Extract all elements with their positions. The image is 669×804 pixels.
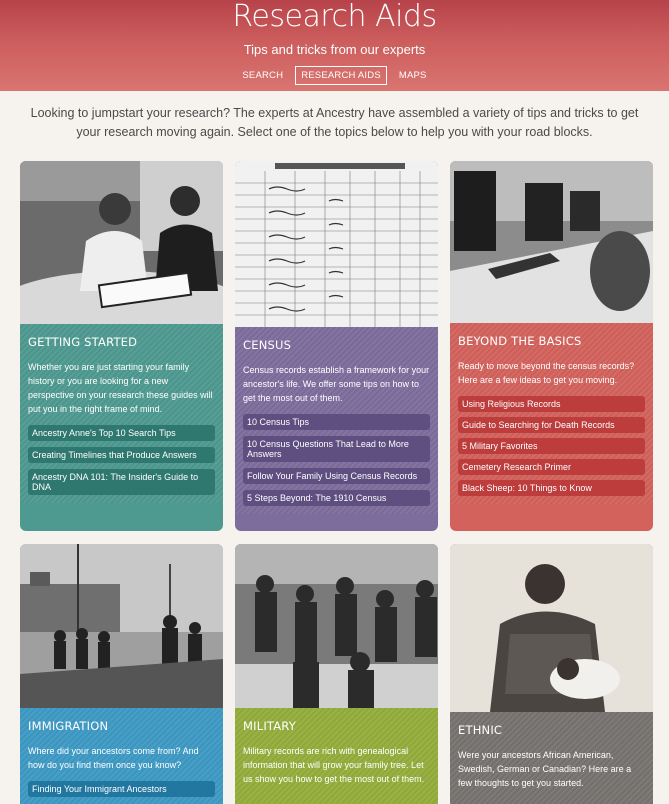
card-description: Military records are rich with genealogical information that will grow your family tree. Let us show you how to get the most out of them. — [243, 746, 425, 784]
card-beyond-the-basics — [450, 161, 653, 531]
nav-research-aids[interactable]: RESEARCH AIDS — [295, 66, 387, 85]
card-title: ETHNIC — [458, 723, 503, 737]
soldiers-marching-photo[interactable] — [235, 544, 438, 708]
section-nav — [0, 66, 669, 85]
link-1910-census[interactable]: 5 Steps Beyond: The 1910 Census — [243, 490, 430, 506]
census-record-document-photo[interactable] — [235, 161, 438, 327]
link-top-10-search-tips[interactable]: Ancestry Anne's Top 10 Search Tips — [28, 425, 215, 441]
link-death-records[interactable]: Guide to Searching for Death Records — [458, 417, 645, 433]
card-description: Where did your ancestors come from? And how do you find them once you know? — [28, 746, 199, 770]
card-military — [235, 544, 438, 804]
link-dna-101[interactable]: Ancestry DNA 101: The Insider's Guide to DNA — [28, 469, 215, 495]
card-body — [450, 323, 653, 504]
hero-header — [0, 0, 669, 91]
nav-maps[interactable]: MAPS — [398, 70, 427, 81]
card-description: Were your ancestors African American, Swedish, German or Canadian? Here are a few thoughts to get you started. — [458, 750, 632, 788]
intro-text: Looking to jumpstart your research? The experts at Ancestry have assembled a variety of tips and tricks to get your research moving again. Select one of the topics below to help you with your road blocks. — [30, 106, 639, 139]
computer-workstations-photo[interactable] — [450, 161, 653, 323]
link-finding-immigrant-ancestors[interactable]: Finding Your Immigrant Ancestors — [28, 781, 215, 797]
page-title: Research Aids — [232, 0, 437, 34]
card-title: MILITARY — [243, 719, 296, 733]
card-description: Whether you are just starting your family history or you are looking for a new perspective on your research these guides will put you in the right frame of mind. — [28, 362, 213, 414]
immigrants-on-dock-photo[interactable] — [20, 544, 223, 708]
link-10-census-tips[interactable]: 10 Census Tips — [243, 414, 430, 430]
card-link-list — [458, 396, 645, 496]
card-title: GETTING STARTED — [28, 335, 138, 349]
card-title: CENSUS — [243, 338, 292, 352]
card-link-list — [28, 781, 215, 797]
page-subtitle: Tips and tricks from our experts — [243, 42, 426, 57]
card-body — [20, 324, 223, 503]
link-cemetery-research[interactable]: Cemetery Research Primer — [458, 459, 645, 475]
nav-search[interactable]: SEARCH — [242, 70, 284, 81]
two-women-reviewing-binder-photo[interactable] — [20, 161, 223, 324]
link-religious-records[interactable]: Using Religious Records — [458, 396, 645, 412]
card-immigration — [20, 544, 223, 804]
card-census — [235, 161, 438, 531]
woman-with-child-portrait-photo[interactable] — [450, 544, 653, 712]
card-link-list — [28, 425, 215, 495]
card-title: BEYOND THE BASICS — [458, 334, 582, 348]
link-creating-timelines[interactable]: Creating Timelines that Produce Answers — [28, 447, 215, 463]
card-body — [235, 327, 438, 514]
card-body — [450, 712, 653, 804]
card-link-list — [243, 414, 430, 506]
link-black-sheep[interactable]: Black Sheep: 10 Things to Know — [458, 480, 645, 496]
card-ethnic — [450, 544, 653, 804]
card-getting-started — [20, 161, 223, 531]
card-body — [20, 708, 223, 804]
card-description: Ready to move beyond the census records? Here are a few ideas to get you moving. — [458, 361, 635, 385]
card-body — [235, 708, 438, 803]
link-follow-family-census[interactable]: Follow Your Family Using Census Records — [243, 468, 430, 484]
link-5-military-favorites[interactable]: 5 Military Favorites — [458, 438, 645, 454]
card-title: IMMIGRATION — [28, 719, 109, 733]
link-10-census-questions[interactable]: 10 Census Questions That Lead to More Answers — [243, 436, 430, 462]
card-description: Census records establish a framework for your ancestor's life. We offer some tips on how to get the most out of them. — [243, 365, 430, 403]
